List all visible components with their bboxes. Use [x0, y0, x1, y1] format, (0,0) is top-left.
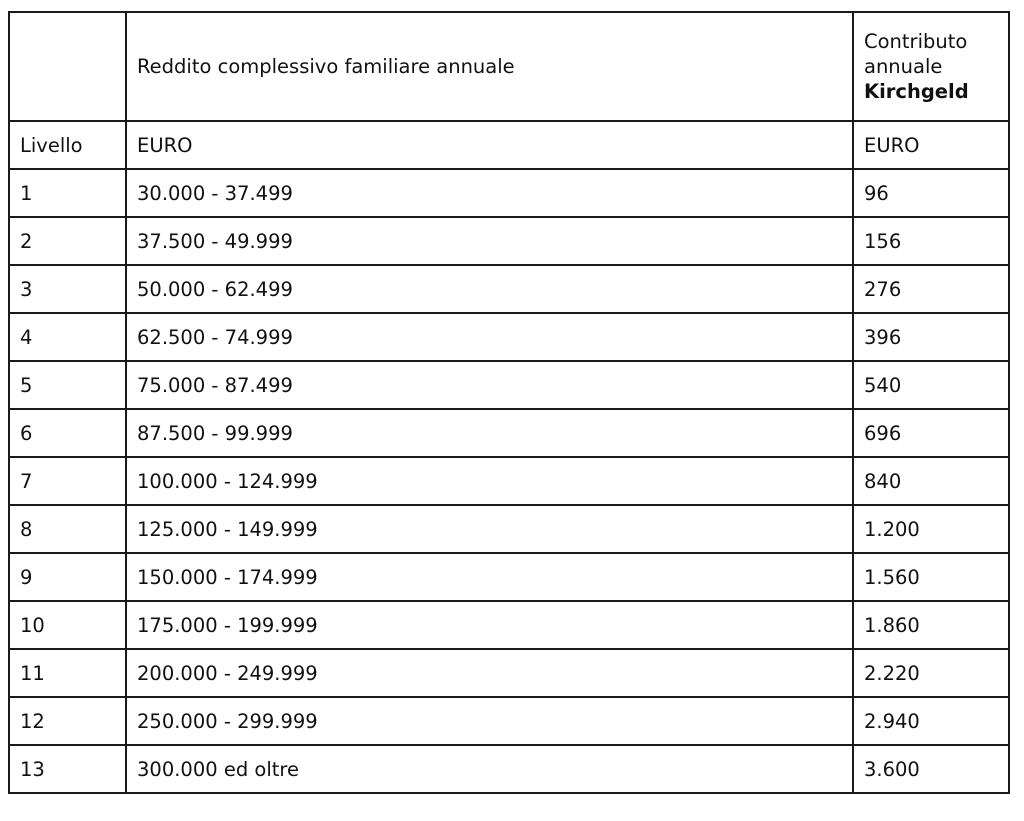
- row-level-cell: 4: [9, 313, 126, 361]
- row-contribution-cell: 1.860: [853, 601, 1009, 649]
- row-contribution-cell: 396: [853, 313, 1009, 361]
- table-row: [9, 265, 1009, 313]
- row-level-cell: 13: [9, 745, 126, 793]
- row-level-cell: 11: [9, 649, 126, 697]
- header-empty-cell: [9, 12, 126, 121]
- row-contribution-cell: 1.560: [853, 553, 1009, 601]
- table-row: [9, 313, 1009, 361]
- subheader-income-unit: EURO: [126, 121, 853, 169]
- row-income-cell: 300.000 ed oltre: [126, 745, 853, 793]
- row-contribution-cell: 3.600: [853, 745, 1009, 793]
- header-contribution-line1: Contributo: [864, 30, 968, 53]
- table-row: [9, 169, 1009, 217]
- subheader-level-label: Livello: [9, 121, 126, 169]
- subheader-contribution-unit: EURO: [853, 121, 1009, 169]
- table-row: [9, 217, 1009, 265]
- row-contribution-cell: 2.220: [853, 649, 1009, 697]
- row-income-cell: 30.000 - 37.499: [126, 169, 853, 217]
- row-income-cell: 50.000 - 62.499: [126, 265, 853, 313]
- row-contribution-cell: 2.940: [853, 697, 1009, 745]
- row-income-cell: 87.500 - 99.999: [126, 409, 853, 457]
- kirchgeld-table: [8, 11, 1010, 794]
- row-income-cell: 175.000 - 199.999: [126, 601, 853, 649]
- row-contribution-cell: 696: [853, 409, 1009, 457]
- table-row: [9, 553, 1009, 601]
- table-subheader-row: [9, 121, 1009, 169]
- row-contribution-cell: 96: [853, 169, 1009, 217]
- row-contribution-cell: 540: [853, 361, 1009, 409]
- header-income-label: Reddito complessivo familiare annuale: [126, 12, 853, 121]
- row-income-cell: 75.000 - 87.499: [126, 361, 853, 409]
- table-row: [9, 649, 1009, 697]
- row-level-cell: 10: [9, 601, 126, 649]
- row-income-cell: 37.500 - 49.999: [126, 217, 853, 265]
- table-row: [9, 361, 1009, 409]
- row-income-cell: 200.000 - 249.999: [126, 649, 853, 697]
- row-income-cell: 150.000 - 174.999: [126, 553, 853, 601]
- table-row: [9, 457, 1009, 505]
- row-income-cell: 250.000 - 299.999: [126, 697, 853, 745]
- table-header-row: [9, 12, 1009, 121]
- row-contribution-cell: 156: [853, 217, 1009, 265]
- row-contribution-cell: 1.200: [853, 505, 1009, 553]
- row-income-cell: 62.500 - 74.999: [126, 313, 853, 361]
- header-contribution-line3: Kirchgeld: [864, 80, 969, 103]
- row-level-cell: 7: [9, 457, 126, 505]
- header-contribution-line2: annuale: [864, 55, 943, 78]
- table-row: [9, 745, 1009, 793]
- row-level-cell: 1: [9, 169, 126, 217]
- row-contribution-cell: 276: [853, 265, 1009, 313]
- row-income-cell: 100.000 - 124.999: [126, 457, 853, 505]
- row-level-cell: 9: [9, 553, 126, 601]
- table-row: [9, 697, 1009, 745]
- row-level-cell: 5: [9, 361, 126, 409]
- table-row: [9, 505, 1009, 553]
- row-level-cell: 8: [9, 505, 126, 553]
- row-level-cell: 12: [9, 697, 126, 745]
- row-level-cell: 2: [9, 217, 126, 265]
- header-contribution-cell: [853, 12, 1009, 121]
- row-contribution-cell: 840: [853, 457, 1009, 505]
- row-income-cell: 125.000 - 149.999: [126, 505, 853, 553]
- row-level-cell: 3: [9, 265, 126, 313]
- table-row: [9, 409, 1009, 457]
- row-level-cell: 6: [9, 409, 126, 457]
- table-row: [9, 601, 1009, 649]
